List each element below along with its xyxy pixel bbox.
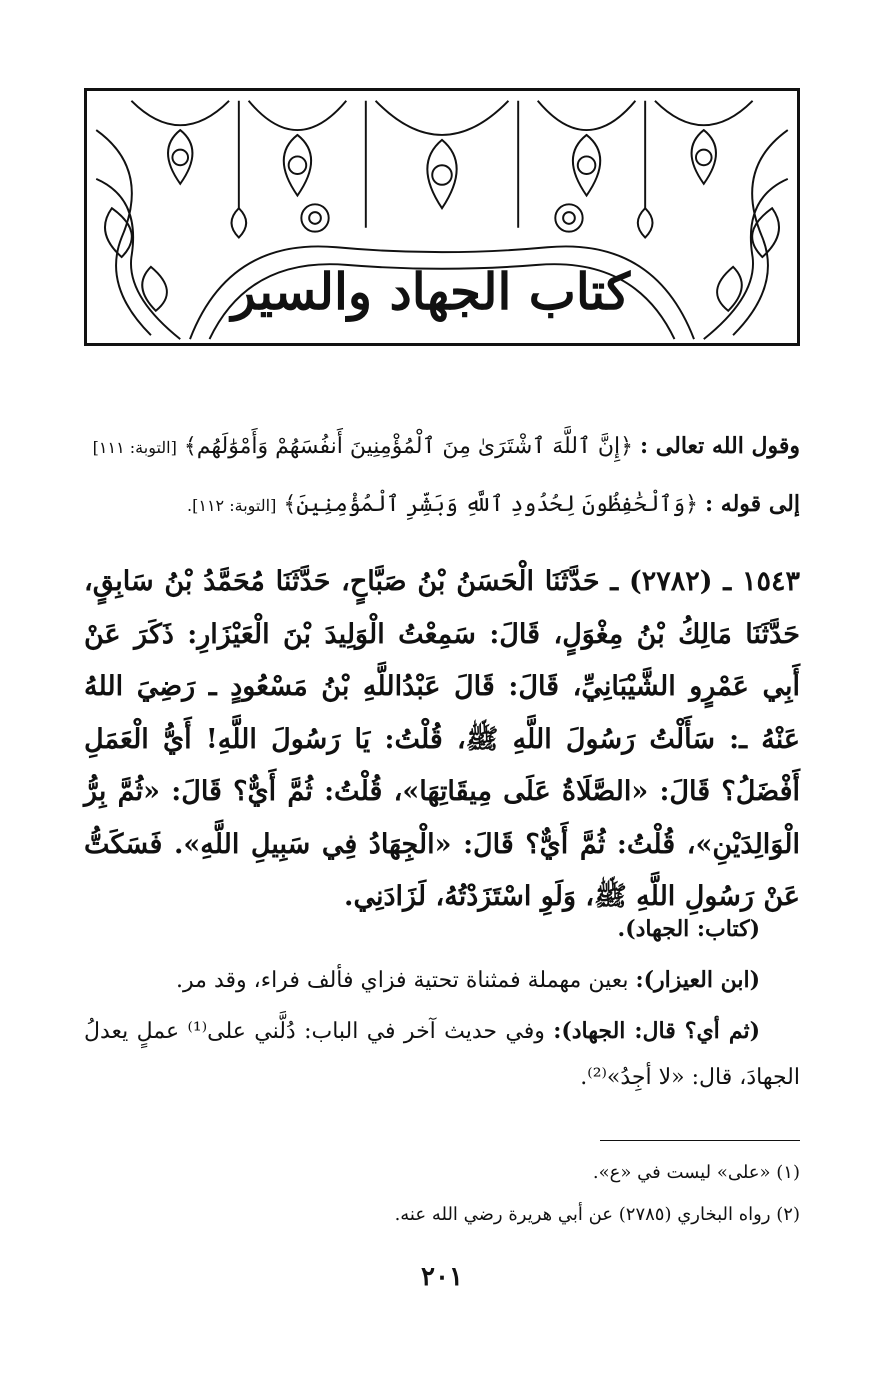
chapter-title: كتاب الجهاد والسير	[231, 262, 630, 321]
verse-reference: [التوبة: ١١١]	[92, 438, 177, 457]
verse-section	[84, 418, 800, 534]
quran-quote: ﴿إِنَّ ٱللَّهَ ٱشْتَرَىٰ مِنَ ٱلْمُؤْمِنِينَ أَنفُسَهُمْ وَأَمْوَٰلَهُم﴾	[183, 434, 634, 459]
hadith-section	[84, 556, 800, 924]
verse-line-2	[84, 476, 800, 534]
commentary-section	[84, 906, 800, 1101]
footnotes	[84, 1152, 800, 1236]
footnote-item: (١) «على» ليست في «ع».	[592, 1162, 800, 1183]
commentary-item	[84, 957, 800, 1004]
verse-intro: إلى قوله :	[705, 491, 800, 517]
commentary-label: (ابن العيزار):	[635, 967, 760, 993]
footnote-item: (٢) رواه البخاري (٢٧٨٥) عن أبي هريرة رضي الله عنه.	[394, 1204, 800, 1225]
hadith-text: ١٥٤٣ ـ (٢٧٨٢) ـ حَدَّثَنَا الْحَسَنُ بْنُ صَبَّاحٍ، حَدَّثَنَا مُحَمَّدُ بْنُ سَابِقٍ، حَدَّثَنَا مَالِكُ بْنُ مِغْوَلٍ، قَالَ: سَمِعْتُ الْوَلِيدَ بْنَ الْعَيْزَارِ: ذَكَرَ عَنْ أَبِي عَمْرٍو الشَّيْبَانِيِّ، قَالَ: قَالَ عَبْدُاللَّهِ بْنُ مَسْعُودٍ ـ رَضِيَ اللهُ عَنْهُ ـ: سَأَلْتُ رَسُولَ اللَّهِ ﷺ، قُلْتُ: يَا رَسُولَ اللَّهِ! أَيُّ الْعَمَلِ أَفْضَلُ؟ قَالَ: «الصَّلَاةُ عَلَى مِيقَاتِهَا»، قُلْتُ: ثُمَّ أَيٌّ؟ قَالَ: «ثُمَّ بِرُّ الْوَالِدَيْنِ»، قُلْتُ: ثُمَّ أَيٌّ؟ قَالَ: «الْجِهَادُ فِي سَبِيلِ اللَّهِ». فَسَكَتُّ عَنْ رَسُولِ اللَّهِ ﷺ، وَلَوِ اسْتَزَدْتُهُ، لَزَادَنِي.	[84, 566, 800, 912]
commentary-label: (ثم أي؟ قال: الجهاد):	[553, 1018, 760, 1044]
page-number: ٢٠١	[421, 1262, 463, 1292]
commentary-text: وفي حديث آخر في الباب: دُلَّني على⁽¹⁾ عملٍ يعدلُ الجهادَ، قال: «لا أجِدُ»⁽²⁾.	[84, 1019, 800, 1090]
commentary-heading: (كتاب: الجهاد).	[617, 916, 760, 942]
verse-intro: وقول الله تعالى :	[640, 433, 800, 459]
commentary-item	[84, 1008, 800, 1101]
verse-reference: [التوبة: ١١٢].	[187, 496, 277, 515]
commentary-item	[84, 906, 800, 953]
footnote-divider	[600, 1140, 800, 1141]
commentary-text: بعين مهملة فمثناة تحتية فزاي فألف فراء، وقد مر.	[176, 968, 629, 993]
quran-quote: ﴿وَٱلْحَٰفِظُونَ لِحُدُودِ ٱللَّهِ وَبَشِّرِ ٱلْمُؤْمِنِينَ﴾	[283, 492, 699, 517]
verse-line-1	[84, 418, 800, 476]
